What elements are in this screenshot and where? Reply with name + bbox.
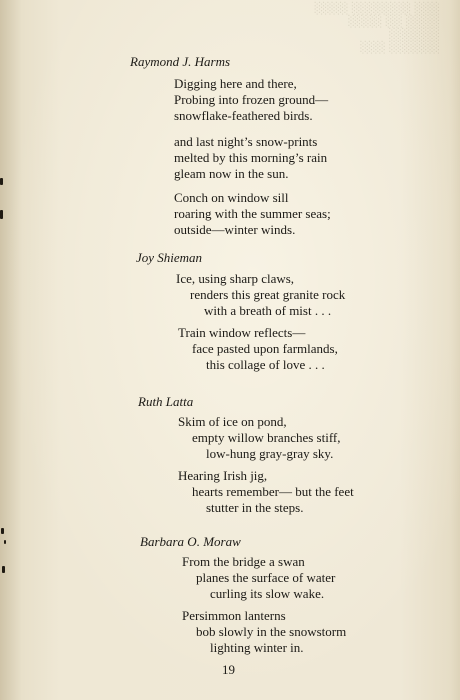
- poem-stanza: [174, 134, 327, 182]
- poem-author: Ruth Latta: [138, 394, 194, 409]
- poem-line: and last night’s snow-prints: [174, 134, 318, 149]
- poem-stanza: [178, 325, 338, 373]
- poem-line: planes the surface of water: [196, 570, 336, 585]
- poem-stanza: [178, 468, 354, 516]
- poem-stanza: [182, 554, 335, 602]
- binding-mark: [2, 566, 5, 573]
- poem-line: stutter in the steps.: [206, 500, 304, 515]
- poem-author: Joy Shieman: [136, 250, 203, 265]
- poem-line: Conch on window sill: [174, 190, 289, 205]
- poem-line: Hearing Irish jig,: [178, 468, 268, 483]
- poem-line: Skim of ice on pond,: [178, 414, 287, 429]
- binding-mark: [0, 178, 3, 185]
- poem-stanza: [176, 271, 345, 319]
- poem-line: curling its slow wake.: [210, 586, 325, 601]
- page-number: 19: [222, 662, 235, 677]
- poem-author: Barbara O. Moraw: [140, 534, 241, 549]
- poem-line: face pasted upon farmlands,: [192, 341, 338, 356]
- poem-line: bob slowly in the snowstorm: [196, 624, 347, 639]
- poem-line: low-hung gray-gray sky.: [206, 446, 334, 461]
- binding-mark: [4, 540, 6, 544]
- poem-stanza: [174, 190, 331, 238]
- poem-line: Persimmon lanterns: [182, 608, 286, 623]
- poem-author: Raymond J. Harms: [130, 54, 231, 69]
- poem-stanza: [174, 76, 328, 124]
- poem-stanza: [178, 414, 341, 462]
- poem-line: this collage of love . . .: [206, 357, 325, 372]
- poem-line: empty willow branches stiff,: [192, 430, 341, 445]
- poem-line: roaring with the summer seas;: [174, 206, 331, 221]
- binding-mark: [1, 528, 4, 534]
- poem-line: Digging here and there,: [174, 76, 297, 91]
- poem-line: gleam now in the sun.: [174, 166, 289, 181]
- poem-line: From the bridge a swan: [182, 554, 305, 569]
- show-through-text: ░░░░ ░░░░░░░ ░░░ ░░░░ ░░ ░░░░ ░░░░░░ ░░░ ░░░░░░: [314, 2, 440, 54]
- poem-line: lighting winter in.: [210, 640, 304, 655]
- binding-mark: [0, 210, 3, 219]
- poem-line: Train window reflects—: [178, 325, 306, 340]
- poem-line: melted by this morning’s rain: [174, 150, 328, 165]
- poem-line: snowflake-feathered birds.: [174, 108, 313, 123]
- poem-line: Probing into frozen ground—: [174, 92, 329, 107]
- poem-line: with a breath of mist . . .: [204, 303, 332, 318]
- poem-line: renders this great granite rock: [190, 287, 346, 302]
- poem-line: hearts remember— but the feet: [192, 484, 354, 499]
- poem-line: outside—winter winds.: [174, 222, 296, 237]
- poem-stanza: [182, 608, 346, 656]
- poem-line: Ice, using sharp claws,: [176, 271, 295, 286]
